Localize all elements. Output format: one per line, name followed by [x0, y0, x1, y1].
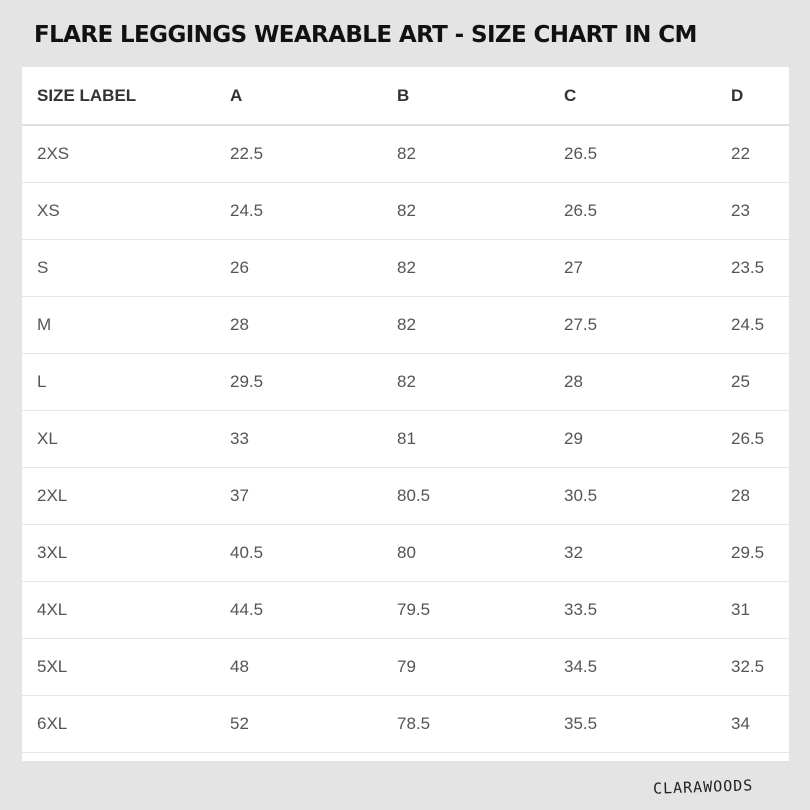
table-row: [22, 468, 789, 525]
b-cell: 82: [382, 297, 549, 354]
size-cell: M: [22, 297, 215, 354]
header-d: D: [716, 67, 789, 125]
a-cell: 40.5: [215, 525, 382, 582]
a-cell: 44.5: [215, 582, 382, 639]
b-cell: 82: [382, 240, 549, 297]
table-row: [22, 240, 789, 297]
c-cell: 34.5: [549, 639, 716, 696]
header-b: B: [382, 67, 549, 125]
d-cell: 31: [716, 582, 789, 639]
size-cell: L: [22, 354, 215, 411]
d-cell: 34: [716, 696, 789, 753]
b-cell: 79.5: [382, 582, 549, 639]
d-cell: 26.5: [716, 411, 789, 468]
table-row: [22, 411, 789, 468]
d-cell: 29.5: [716, 525, 789, 582]
d-cell: 25: [716, 354, 789, 411]
size-chart-table: [22, 67, 789, 753]
c-cell: 35.5: [549, 696, 716, 753]
size-cell: 4XL: [22, 582, 215, 639]
table-row: [22, 696, 789, 753]
b-cell: 80.5: [382, 468, 549, 525]
d-cell: 22: [716, 125, 789, 183]
a-cell: 24.5: [215, 183, 382, 240]
size-cell: S: [22, 240, 215, 297]
table-row: [22, 582, 789, 639]
c-cell: 30.5: [549, 468, 716, 525]
b-cell: 81: [382, 411, 549, 468]
size-cell: 5XL: [22, 639, 215, 696]
size-cell: 2XL: [22, 468, 215, 525]
b-cell: 79: [382, 639, 549, 696]
table-row: [22, 639, 789, 696]
c-cell: 33.5: [549, 582, 716, 639]
d-cell: 24.5: [716, 297, 789, 354]
header-size-label: SIZE LABEL: [22, 67, 215, 125]
size-cell: 6XL: [22, 696, 215, 753]
header-c: C: [549, 67, 716, 125]
a-cell: 29.5: [215, 354, 382, 411]
a-cell: 22.5: [215, 125, 382, 183]
table-row: [22, 297, 789, 354]
size-cell: XL: [22, 411, 215, 468]
table-row: [22, 354, 789, 411]
c-cell: 26.5: [549, 183, 716, 240]
c-cell: 28: [549, 354, 716, 411]
table-row: [22, 183, 789, 240]
a-cell: 37: [215, 468, 382, 525]
c-cell: 26.5: [549, 125, 716, 183]
d-cell: 23.5: [716, 240, 789, 297]
signature-logo: CLARAWOODS: [652, 776, 754, 798]
page-title: FLARE LEGGINGS WEARABLE ART - SIZE CHART IN CM: [34, 22, 697, 48]
b-cell: 80: [382, 525, 549, 582]
c-cell: 32: [549, 525, 716, 582]
table-header-row: [22, 67, 789, 125]
b-cell: 82: [382, 354, 549, 411]
table-row: [22, 125, 789, 183]
d-cell: 23: [716, 183, 789, 240]
a-cell: 28: [215, 297, 382, 354]
table-row: [22, 525, 789, 582]
c-cell: 27: [549, 240, 716, 297]
c-cell: 27.5: [549, 297, 716, 354]
size-cell: XS: [22, 183, 215, 240]
d-cell: 32.5: [716, 639, 789, 696]
header-a: A: [215, 67, 382, 125]
size-cell: 3XL: [22, 525, 215, 582]
size-cell: 2XS: [22, 125, 215, 183]
a-cell: 26: [215, 240, 382, 297]
b-cell: 82: [382, 125, 549, 183]
a-cell: 48: [215, 639, 382, 696]
b-cell: 82: [382, 183, 549, 240]
b-cell: 78.5: [382, 696, 549, 753]
d-cell: 28: [716, 468, 789, 525]
a-cell: 33: [215, 411, 382, 468]
c-cell: 29: [549, 411, 716, 468]
size-chart-card: [22, 67, 789, 761]
a-cell: 52: [215, 696, 382, 753]
